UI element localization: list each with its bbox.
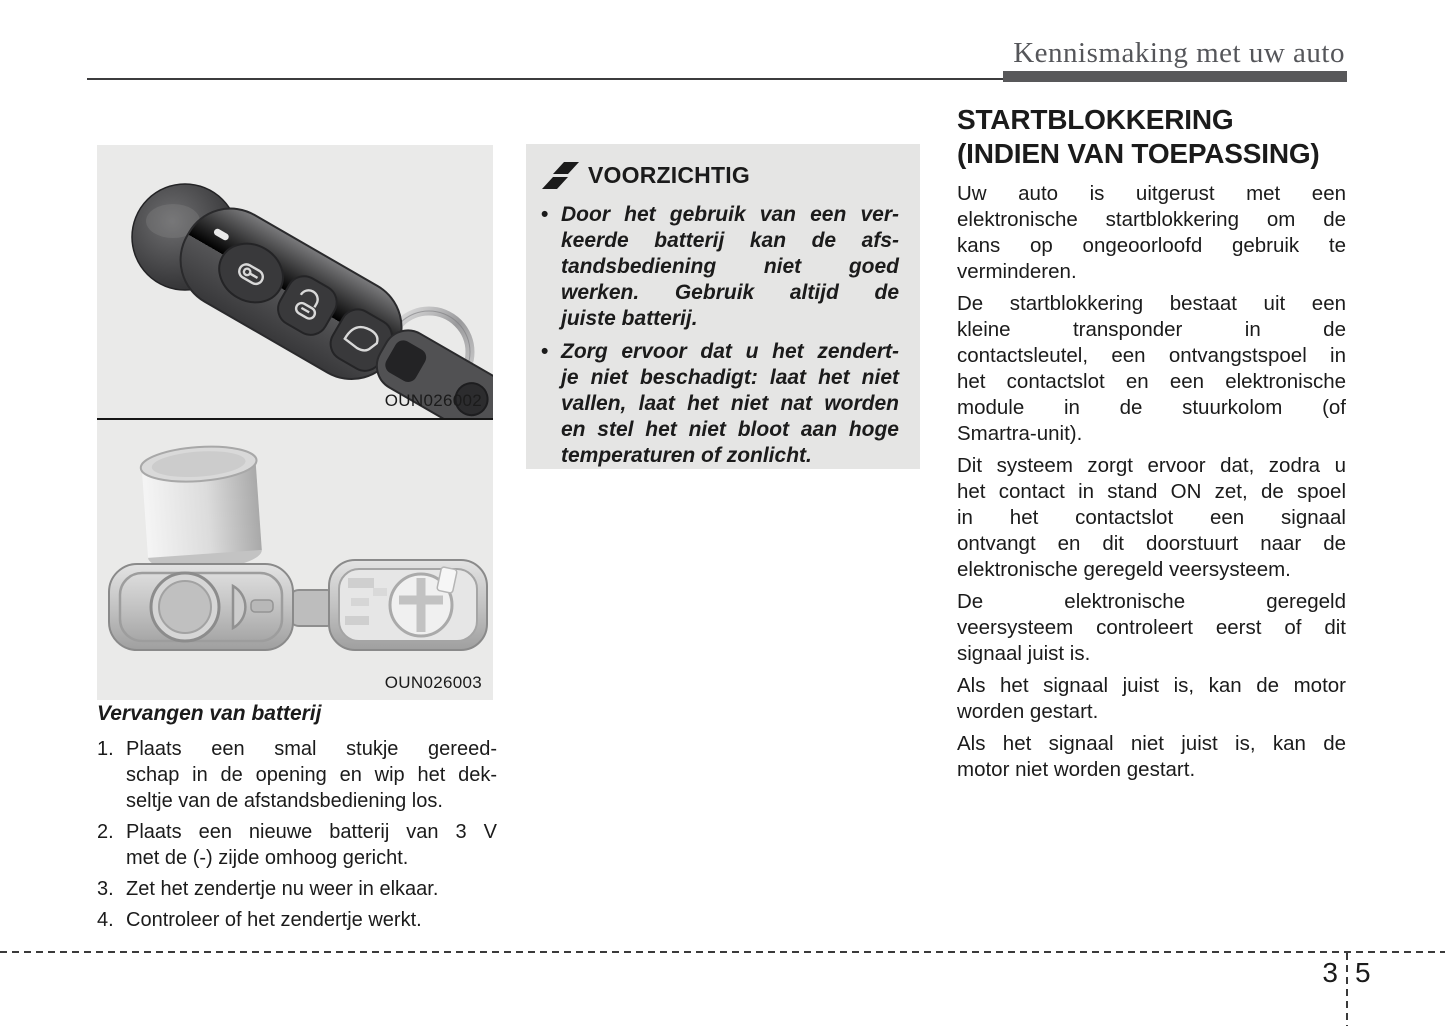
paragraph: Uw auto is uitgerust met een elektronische startblokkering om de kans op ongeoorloofd gebruik te verminderen. bbox=[957, 182, 1346, 283]
footer-horizontal-dashed-line bbox=[0, 951, 1445, 953]
immobilizer-section bbox=[957, 103, 1346, 789]
step-text: Controleer of het zendertje werkt. bbox=[126, 909, 422, 931]
keyfob-illustration bbox=[97, 145, 493, 418]
footer-chapter-number: 3 bbox=[1322, 957, 1338, 988]
paragraph: De startblokkering bestaat uit een kleine transponder in de contactsleutel, een ontvangstspoel in het contactslot en een elektronische module in de stuurkolom (of Smartra-unit). bbox=[957, 292, 1346, 445]
figure2-caption: OUN026003 bbox=[384, 673, 482, 692]
paragraph: Dit systeem zorgt ervoor dat, zodra u het contact in stand ON zet, de spoel in het contactslot een signaal ontvangt en dit doorstuurt naar de elektronische geregeld veersysteem. bbox=[957, 454, 1346, 581]
caution-box bbox=[526, 144, 920, 469]
bullet-marker: • bbox=[541, 203, 549, 226]
battery-step-2 bbox=[97, 819, 497, 871]
battery-steps bbox=[97, 736, 497, 938]
section-body bbox=[957, 181, 1346, 783]
battery-step-4 bbox=[97, 907, 497, 933]
paragraph: Als het signaal niet juist is, kan de motor niet worden gestart. bbox=[957, 732, 1346, 781]
keyfob-figure bbox=[97, 145, 493, 418]
step-number: 1. bbox=[97, 738, 114, 760]
step-number: 2. bbox=[97, 821, 114, 843]
caution-bullet-text: Door het gebruik van een ver- keerde batterij kan de afs- tandsbediening niet goed werken. Gebruik altijd de juiste batterij. bbox=[561, 203, 899, 330]
caution-bullet-list bbox=[541, 202, 905, 469]
paragraph: De elektronische geregeld veersysteem controleert eerst of dit signaal juist is. bbox=[957, 590, 1346, 665]
caution-bullet-1 bbox=[541, 202, 905, 332]
footer-page-number: 5 bbox=[1355, 957, 1371, 988]
header-accent-bar bbox=[1003, 71, 1347, 82]
battery-section-heading: Vervangen van batterij bbox=[97, 702, 322, 725]
step-text: Plaats een nieuwe batterij van 3 V met de (-) zijde omhoog gericht. bbox=[126, 821, 497, 869]
caution-title-row bbox=[542, 160, 905, 190]
caution-icon bbox=[542, 162, 579, 189]
section-heading-line1: STARTBLOKKERING bbox=[957, 104, 1234, 135]
battery-replacement-figure bbox=[97, 420, 493, 700]
section-heading-line2: (INDIEN VAN TOEPASSING) bbox=[957, 138, 1320, 169]
caution-bullet-text: Zorg ervoor dat u het zendert- je niet beschadigt: laat het niet vallen, laat het niet nat worden en stel het niet bloot aan hoge temperaturen of zonlicht. bbox=[561, 340, 899, 467]
section-heading bbox=[957, 103, 1346, 171]
step-text: Zet het zendertje nu weer in elkaar. bbox=[126, 878, 439, 900]
step-number: 3. bbox=[97, 878, 114, 900]
caution-title: VOORZICHTIG bbox=[588, 161, 750, 188]
page-header-title: Kennismaking met uw auto bbox=[1013, 37, 1345, 69]
figure1-caption: OUN026002 bbox=[384, 391, 482, 410]
battery-step-3 bbox=[97, 876, 497, 902]
battery-step-1 bbox=[97, 736, 497, 814]
caution-bullet-2 bbox=[541, 339, 905, 469]
opened-fob-illustration bbox=[97, 420, 493, 700]
bullet-marker: • bbox=[541, 340, 549, 363]
footer-vertical-dashed-line bbox=[1346, 953, 1348, 1026]
step-number: 4. bbox=[97, 909, 114, 931]
step-text: Plaats een smal stukje gereed- schap in de opening en wip het dek- seltje van de afstandsbediening los. bbox=[126, 738, 497, 812]
paragraph: Als het signaal juist is, kan de motor worden gestart. bbox=[957, 674, 1346, 723]
